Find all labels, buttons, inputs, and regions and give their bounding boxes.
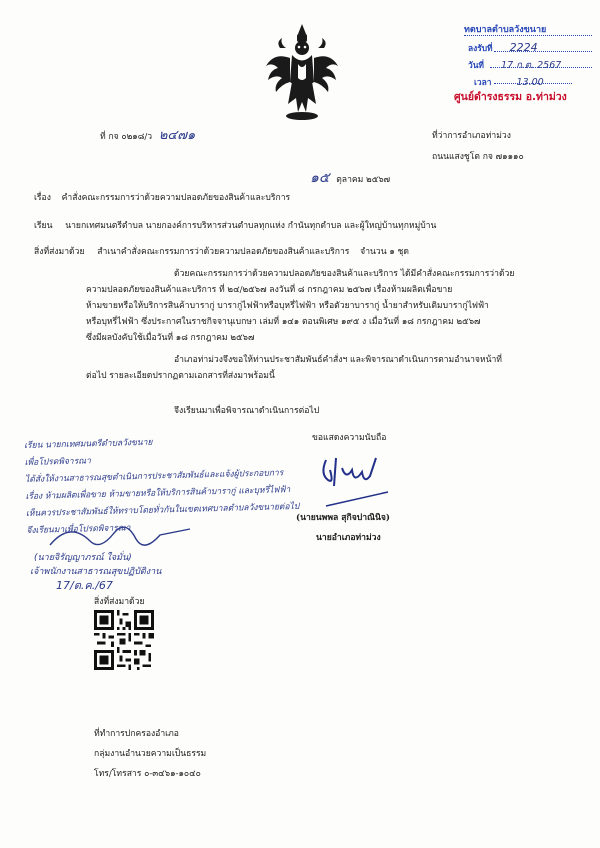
stamp-center: ศูนย์ดำรงธรรม อ.ท่าม่วง bbox=[454, 91, 567, 103]
body-paragraph-2 bbox=[86, 352, 532, 384]
garuda-emblem bbox=[262, 22, 342, 122]
note-signer-name: (นายจิรัญญาภรณ์ ใจมั่น) bbox=[34, 553, 132, 563]
qr-code bbox=[94, 610, 154, 670]
stamp-time: 13.00 bbox=[516, 77, 544, 88]
subject-text: คำสั่งคณะกรรมการว่าด้วยความปลอดภัยของสินค้าและบริการ bbox=[61, 193, 291, 203]
office-line-1: ที่ว่าการอำเภอท่าม่วง bbox=[432, 131, 511, 141]
note-line: เรื่อง ห้ามผลิตเพื่อขาย ห้ามขายหรือให้บริการสินค้าบารากู่ และบุหรี่ไฟฟ้า bbox=[25, 485, 291, 502]
body-line: อำเภอท่าม่วงจึงขอให้ท่านประชาสัมพันธ์คำสั่งฯ และพิจารณาดำเนินการตามอำนาจหน้าที่ bbox=[174, 355, 502, 365]
enclosure-qty: จำนวน ๑ ชุด bbox=[360, 247, 409, 257]
to-text: นายกเทศมนตรีตำบล นายกองค์การบริหารส่วนตำบลทุกแห่ง กำนันทุกตำบล และผู้ใหญ่บ้านทุกหมู่บ้าน bbox=[65, 221, 437, 231]
ref-number: ที่ กจ ๐๒๑๘/ว bbox=[100, 132, 153, 142]
signer-name: (นายนพพล สุกิจปาณินิจ) bbox=[296, 513, 390, 523]
to-label: เรียน bbox=[34, 221, 53, 231]
note-line: เพื่อโปรดพิจารณา bbox=[24, 456, 92, 468]
receive-stamp bbox=[454, 22, 592, 110]
footer-department: กลุ่มงานอำนวยความเป็นธรรม bbox=[94, 749, 207, 759]
note-line: เห็นควรประชาสัมพันธ์ให้ทราบโดยทั่วกันในเขตเทศบาลตำบลวังขนายต่อไป bbox=[25, 501, 300, 519]
stamp-date-label: วันที่ bbox=[468, 60, 484, 70]
body-line: หรือบุหรี่ไฟฟ้า ซึ่งประกาศในราชกิจจานุเบกษา เล่มที่ ๑๔๑ ตอนพิเศษ ๑๙๕ ง เมื่อวันที่ ๑๘ กรกฎาคม ๒๕๖๗ bbox=[86, 317, 481, 327]
letter-date: ตุลาคม ๒๕๖๗ bbox=[336, 175, 391, 185]
stamp-received-label: ลงรับที่ bbox=[468, 43, 493, 53]
note-date: 17/ต.ค./67 bbox=[56, 579, 113, 592]
body-closing-line: จึงเรียนมาเพื่อพิจารณาดำเนินการต่อไป bbox=[174, 406, 320, 416]
body-line: ด้วยคณะกรรมการว่าด้วยความปลอดภัยของสินค้าและบริการ ได้มีคำสั่งคณะกรรมการว่าด้วย bbox=[174, 269, 515, 279]
footer-enclosure-label: สิ่งที่ส่งมาด้วย bbox=[94, 597, 145, 607]
note-line: ได้สั่งให้งานสาธารณสุขดำเนินการประชาสัมพันธ์และแจ้งผู้ประกอบการ bbox=[24, 468, 284, 485]
signer-title: นายอำเภอท่าม่วง bbox=[316, 533, 381, 543]
footer-phone: โทร/โทรสาร ๐-๓๔๖๑-๑๐๔๐ bbox=[94, 769, 201, 779]
footer-office: ที่ทำการปกครองอำเภอ bbox=[94, 729, 179, 739]
enclosure-text: สำเนาคำสั่งคณะกรรมการว่าด้วยความปลอดภัยของสินค้าและบริการ bbox=[97, 247, 350, 257]
note-signer-title: เจ้าพนักงานสาธารณสุขปฏิบัติงาน bbox=[30, 567, 162, 577]
stamp-date: 17 ก.ต. 2567 bbox=[501, 60, 562, 71]
stamp-org: ทตบาลตำบลวังขนาย bbox=[464, 25, 547, 35]
body-line: ซึ่งมีผลบังคับใช้เมื่อวันที่ ๑๘ กรกฎาคม ๒๕๖๗ bbox=[86, 333, 255, 343]
stamp-received-no: 2224 bbox=[509, 41, 538, 54]
office-line-2: ถนนแสงชูโต กจ ๗๑๑๑๐ bbox=[432, 152, 524, 162]
date-day-handwritten: ๑๕ bbox=[310, 170, 330, 186]
ref-number-handwritten: ๒๔๗๑ bbox=[158, 128, 196, 143]
body-paragraph-1 bbox=[86, 266, 532, 346]
body-line: ความปลอดภัยของสินค้าและบริการ ที่ ๒๔/๒๕๖๗ ลงวันที่ ๘ กรกฎาคม ๒๕๖๗ เรื่องห้ามผลิตเพื่อขาย bbox=[86, 285, 453, 295]
subject-label: เรื่อง bbox=[34, 193, 51, 203]
note-line: จึงเรียนมาเพื่อโปรดพิจารณา bbox=[26, 523, 131, 536]
note-line: เรียน นายกเทศมนตรีตำบลวังขนาย bbox=[24, 437, 153, 451]
body-line: ห้ามขายหรือให้บริการสินค้าบารากู่ บารากู่ไฟฟ้าหรือบุหรี่ไฟฟ้า หรือตัวยาบารากู่ น้ำยาสำหรับเติมบารากู่ไฟฟ้า bbox=[86, 301, 489, 311]
enclosure-label: สิ่งที่ส่งมาด้วย bbox=[34, 247, 85, 257]
stamp-time-label: เวลา bbox=[474, 77, 492, 87]
body-line: ต่อไป รายละเอียดปรากฏตามเอกสารที่ส่งมาพร้อมนี้ bbox=[86, 371, 275, 381]
signature-underline bbox=[322, 490, 392, 512]
closing-salutation: ขอแสดงความนับถือ bbox=[312, 433, 387, 443]
signature-mark bbox=[318, 450, 388, 494]
